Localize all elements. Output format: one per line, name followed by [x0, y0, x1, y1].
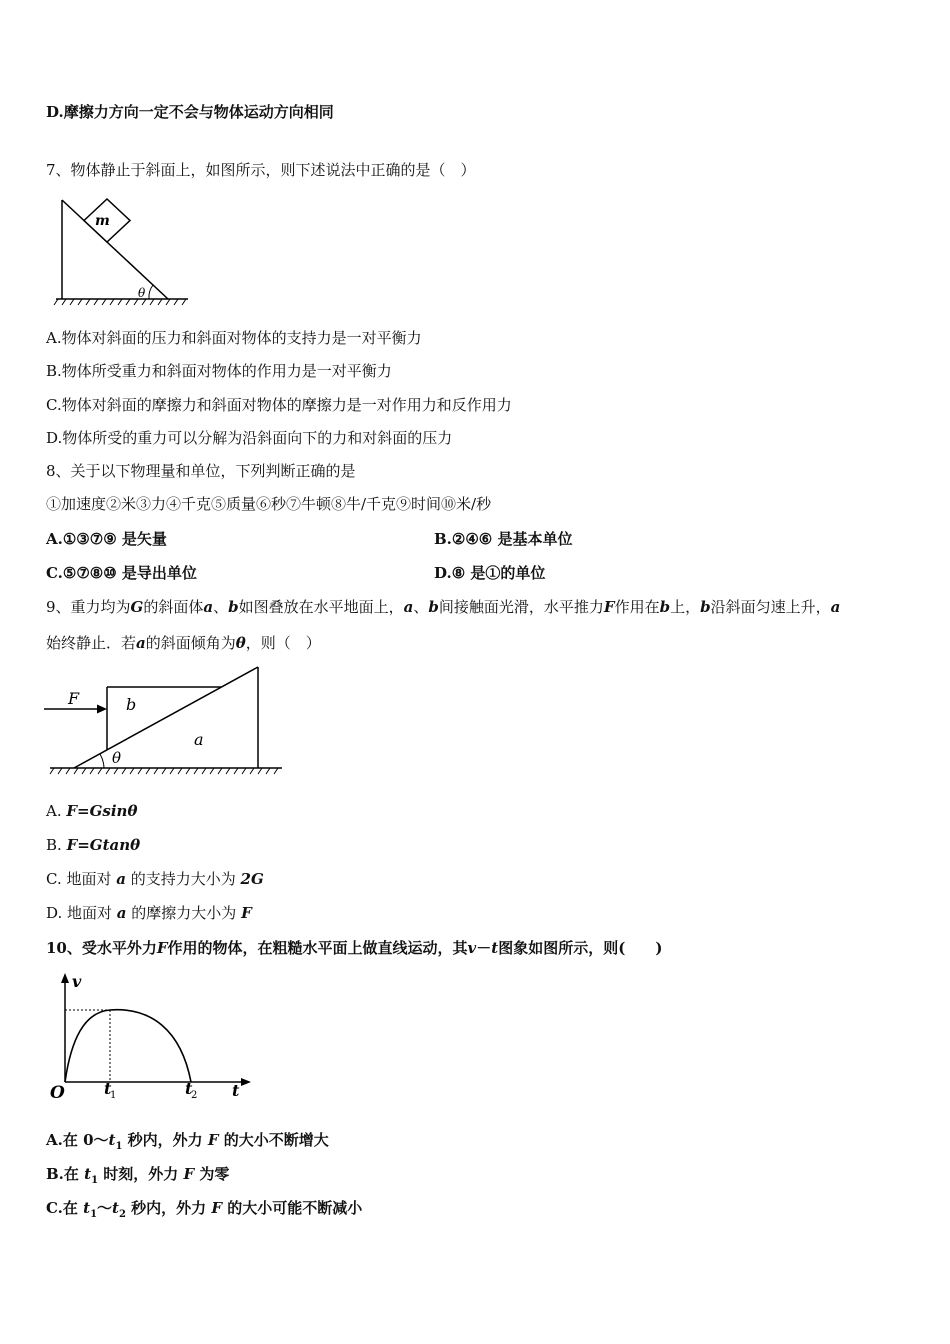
q8-stem: 8、关于以下物理量和单位，下列判断正确的是 — [46, 462, 356, 480]
q8-quantity-list: ①加速度②米③力④千克⑤质量⑥秒⑦牛顿⑧牛/千克⑨时间⑩米/秒 — [46, 495, 492, 513]
q7-option-d: D.物体所受的重力可以分解为沿斜面向下的力和对斜面的压力 — [46, 429, 453, 447]
q7-angle-label: θ — [138, 286, 146, 300]
q10-vt-graph — [46, 970, 256, 1102]
q9-option-a: A. F=Gsinθ — [46, 802, 138, 820]
q7-option-b: B.物体所受重力和斜面对物体的作用力是一对平衡力 — [46, 362, 392, 380]
q9-option-d: D. 地面对 a 的摩擦力大小为 F — [46, 904, 252, 922]
q9-block-b-label: b — [126, 695, 137, 714]
q10-t-axis-label: t — [232, 1081, 240, 1100]
q9-option-b: B. F=Gtanθ — [46, 836, 141, 854]
q10-option-c: C.在 $t_1\sim t_2$ 秒内，外力 F 的大小可能不断减小 — [46, 1199, 363, 1220]
q9-force-label: F — [68, 689, 80, 708]
q10-t2-subscript: 2 — [191, 1090, 198, 1101]
q9-angle-label: θ — [112, 749, 122, 767]
q9-stem-line1: 9、重力均为G的斜面体a、b如图叠放在水平地面上，a、b间接触面光滑，水平推力F作用在b上，b沿斜面匀速上升，a — [46, 598, 841, 616]
q7-incline-figure — [50, 196, 190, 308]
q10-option-b: B.在 $t_1$ 时刻，外力 F 为零 — [46, 1165, 230, 1186]
q9-option-c: C. 地面对 a 的支持力大小为 2G — [46, 870, 264, 888]
q10-t1-subscript: 1 — [110, 1090, 117, 1101]
q10-stem: 10、受水平外力F作用的物体，在粗糙水平面上做直线运动，其v－t图象如图所示，则( ) — [46, 939, 663, 957]
q8-option-a: A.①③⑦⑨ 是矢量 — [46, 530, 167, 548]
q10-t1-label: t — [104, 1079, 112, 1098]
q8-option-d: D.⑧ 是①的单位 — [434, 564, 546, 582]
q10-v-axis-label: v — [72, 972, 82, 991]
q9-stem-line2: 始终静止．若a的斜面倾角为θ，则（ ） — [46, 634, 321, 652]
q10-t2-label: t — [185, 1079, 193, 1098]
q8-option-b: B.②④⑥ 是基本单位 — [434, 530, 573, 548]
q9-block-a-label: a — [194, 730, 204, 749]
q9-stacked-blocks-figure — [42, 662, 287, 780]
q7-option-c: C.物体对斜面的摩擦力和斜面对物体的摩擦力是一对作用力和反作用力 — [46, 396, 512, 414]
q6-option-d: D.摩擦力方向一定不会与物体运动方向相同 — [46, 103, 334, 121]
q7-option-a: A.物体对斜面的压力和斜面对物体的支持力是一对平衡力 — [46, 329, 422, 347]
q10-origin-label: O — [50, 1083, 65, 1102]
q10-option-a: A.在 $0\sim t_1$ 秒内，外力 F 的大小不断增大 — [46, 1131, 329, 1152]
q7-stem: 7、物体静止于斜面上，如图所示，则下述说法中正确的是（ ） — [46, 161, 476, 179]
q8-option-c: C.⑤⑦⑧⑩ 是导出单位 — [46, 564, 197, 582]
q7-mass-label: m — [95, 213, 110, 229]
